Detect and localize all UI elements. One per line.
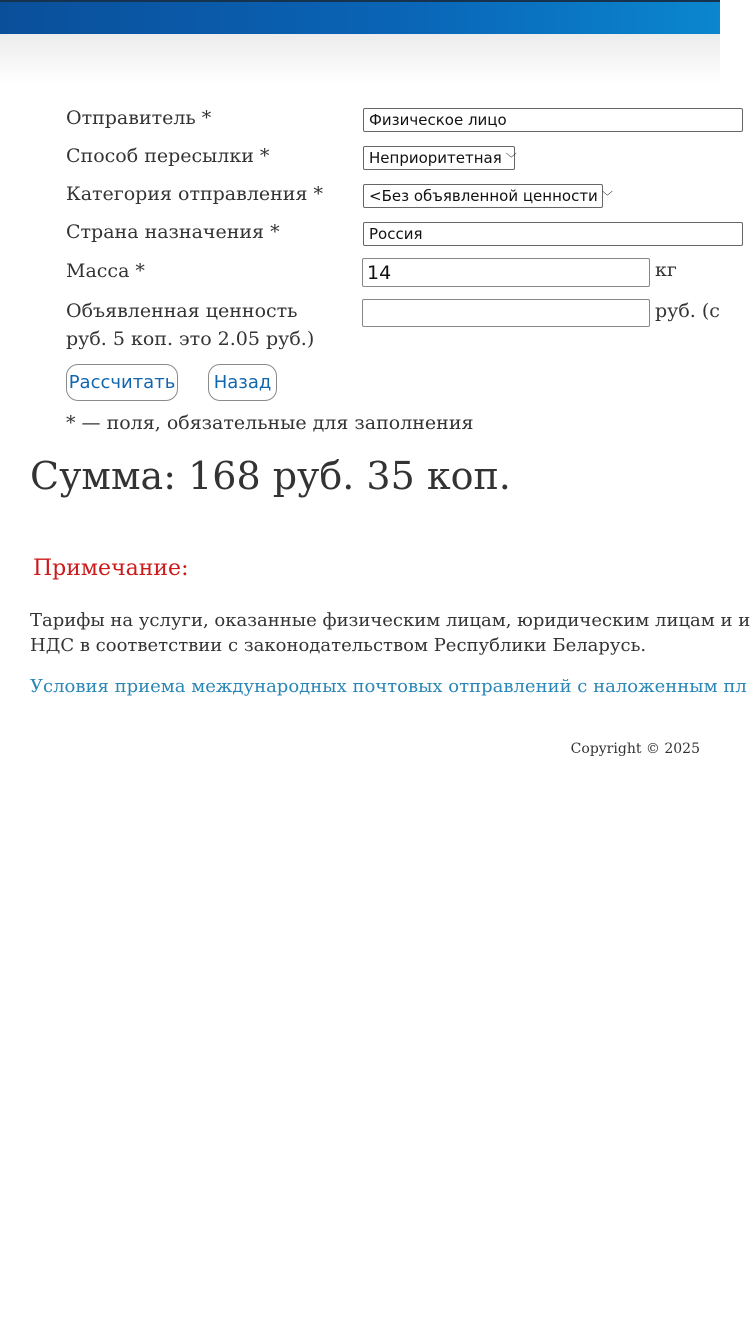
declared-value-input[interactable] <box>362 299 650 327</box>
country-value: Россия <box>369 225 423 243</box>
category-value: <Без объявленной ценности <box>369 187 598 205</box>
country-select[interactable] <box>363 222 743 246</box>
method-select[interactable] <box>363 146 515 170</box>
declared-value-hint: руб. 5 коп. это 2.05 руб.) <box>66 328 315 350</box>
calculate-button[interactable]: Рассчитать <box>66 364 178 401</box>
sender-value: Физическое лицо <box>369 111 507 129</box>
required-fields-note: * — поля, обязательные для заполнения <box>66 412 474 434</box>
copyright: Copyright © 2025 <box>570 741 700 757</box>
declared-value-unit: руб. (с <box>655 300 720 322</box>
note-text <box>30 608 750 658</box>
top-header-bar <box>0 0 720 34</box>
sender-label: Отправитель * <box>66 107 212 129</box>
note-heading: Примечание: <box>33 556 189 581</box>
method-value: Неприоритетная <box>369 149 502 167</box>
mass-unit: кг <box>655 259 677 281</box>
header-shadow <box>0 34 720 84</box>
method-label: Способ пересылки * <box>66 145 270 167</box>
declared-value-label: Объявленная ценность <box>66 300 298 322</box>
chevron-down-icon: ﹀ <box>601 190 613 203</box>
back-button[interactable]: Назад <box>208 364 277 401</box>
mass-label: Масса * <box>66 260 145 282</box>
total-sum: Сумма: 168 руб. 35 коп. <box>30 454 511 498</box>
conditions-link[interactable]: Условия приема международных почтовых отправлений с наложенным пл <box>30 676 747 697</box>
category-select[interactable] <box>363 184 613 208</box>
chevron-down-icon: ﹀ <box>505 152 517 165</box>
mass-input[interactable] <box>362 258 650 287</box>
category-label: Категория отправления * <box>66 183 324 205</box>
note-line-2: НДС в соответствии с законодательством Республики Беларусь. <box>30 635 647 656</box>
mass-value: 14 <box>367 261 392 284</box>
sender-select[interactable] <box>363 108 743 132</box>
country-label: Страна назначения * <box>66 221 280 243</box>
note-line-1: Тарифы на услуги, оказанные физическим лицам, юридическим лицам и и <box>30 610 750 631</box>
